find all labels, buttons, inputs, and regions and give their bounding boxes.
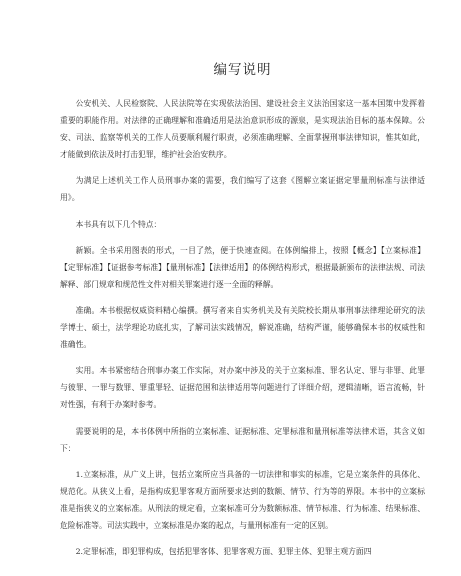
paragraph-feature-novel: 新颖。全书采用图表的形式，一目了然，便于快速查阅。在体例编排上，按照【概念】【立案标准】【定罪标准】【证据参考标准】【量刑标准】【法律适用】的体例结构形式，根据最新颁布的法律法规、司法解释、部门规章和规范性文件对相关罪案进行逐一全面的释解。: [60, 245, 425, 289]
paragraph-filing-standard: 1.立案标准，从广义上讲，包括立案所应当具备的一切法律和事实的标准，它是立案条件的具体化、规范化。从狭义上看，是指构成犯罪客观方面所要求达到的数额、情节、行为等的界限。本书中的立案标准是指狭义的立案标准。从刑法的规定看，立案标准可分为数额标准、情节标准、行为标准、结果标准、危险标准等。司法实践中，立案标准是办案的起点，与量刑标准有一定的区别。: [60, 469, 425, 530]
paragraph-intro: 公安机关、人民检察院、人民法院等在实现依法治国、建设社会主义法治国家这一基本国策中发挥着重要的职能作用。对法律的正确理解和准确适用是法治意识形成的源泉，是实现法治目标的基本保障。公安、司法、监察等机关的工作人员要顺利履行职责，必须准确理解、全面掌握刑事法律知识，惟其如此，才能做到依法及时打击犯罪，维护社会治安秩序。: [60, 99, 425, 160]
paragraph-purpose: 为满足上述机关工作人员刑事办案的需要，我们编写了这套《图解立案证据定罪量刑标准与法律适用》。: [60, 176, 425, 203]
paragraph-conviction-standard: 2.定罪标准，即犯罪构成，包括犯罪客体、犯罪客观方面、犯罪主体、犯罪主观方面四: [75, 547, 372, 557]
paragraph-feature-practical: 实用。本书紧密结合刑事办案工作实际，对办案中涉及的关于立案标准、罪名认定、罪与非罪、此罪与彼罪、一罪与数罪、罪重罪轻、证据范围和法律适用等问题进行了详细介绍，逻辑清晰，语言流畅，针对性强，有利于办案时参考。: [60, 366, 425, 410]
paragraph-features-heading: 本书具有以下几个特点：: [75, 219, 162, 229]
paragraph-terms-note: 需要说明的是，本书体例中所指的立案标准、证据标准、定罪标准和量刑标准等法律术语，其含义如下：: [60, 426, 425, 453]
paragraph-feature-accurate: 准确。本书根据权威资料精心编撰。撰写者来自实务机关及有关院校长期从事刑事法律理论研究的法学博士、硕士，法学理论功底扎实，了解司法实践情况，解说准确，结构严谨，能够确保本书的权威性和准确性。: [60, 305, 425, 350]
page-title: 编写说明: [213, 62, 272, 78]
